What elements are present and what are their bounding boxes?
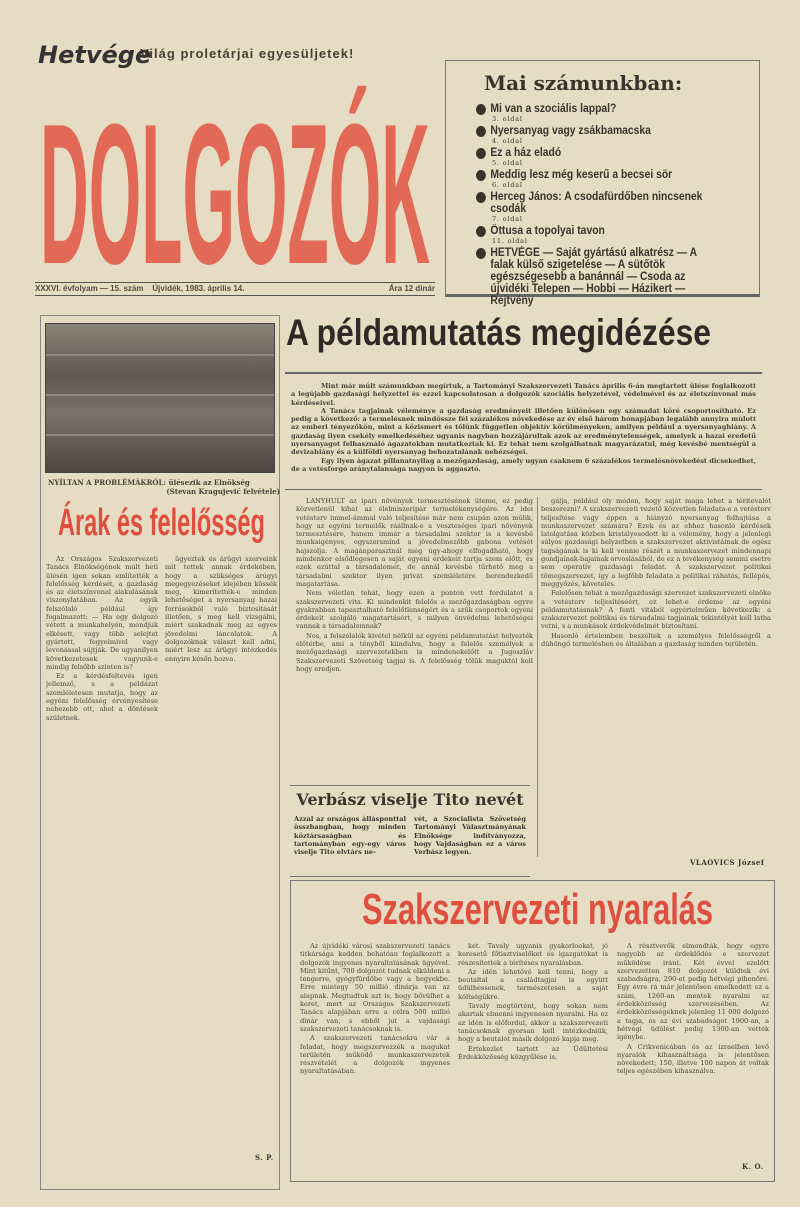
contents-item (476, 169, 720, 181)
issue-info-bar (35, 282, 435, 296)
caption-lead: NYÍLTAN A PROBLÉMÁKRÓL: (48, 478, 167, 487)
contents-item (476, 103, 720, 115)
contents-item-title: Nyersanyag vagy zsákbamacska (490, 125, 651, 137)
paragraph: ügyeztek és árügyi szerveink mit tettek annak érdekében, hogy a szükséges árúgyi megegyezéseket idejében kössék meg, kimerítették-e minden lehetőséget a nyersanyag hazai forrásokból való biztosítását illetően, s meg kell vizsgálni, miért szakadnak meg az egyes jövedelmi láncolatok. A dolgozóknak választ kell adni, miért lesz az árügyi intézkedés ennyire későn hozva. (165, 555, 277, 663)
paragraph: A szakszervezeti tanácsokra vár a feladat, hogy megszervezzék a magukat területén működő munkaszervezetek részvételét a dolgozók ingyenes nyaraltatásában. (300, 1034, 450, 1076)
paragraph: A Crikvenicában és az izraelben levő nyaralók kihasználtsága is jelentősen növekedett; 150, illetve 100 napon át voltak teljes egészében kihasználva. (617, 1042, 769, 1076)
nyaralas-signature: K. O. (742, 1162, 764, 1171)
nyaralas-col-2 (458, 942, 608, 1174)
main-col-2 (541, 497, 771, 852)
paragraph: Nem véletlen tehát, hogy ezen a ponton vett fordulatot a szakszervezeti vita. Ki mindenkit felelős a mezőgazdaságban egyre gyakrabban tapasztalható felelőtlenségért és a szűk csoportok egyéni érdekeit szolgáló magatartásért, s milyen önvédelmi lehetőségei vannak a társadalomnak? (296, 589, 533, 631)
contents-item-title: Öttusa a topolyai tavon (490, 225, 605, 237)
nyaralas-headline: Szakszervezeti nyaralás (362, 885, 714, 934)
contents-item (476, 247, 720, 307)
paragraph: Az újvidéki városi szakszervezeti tanács titkársága kedden behatóan foglalkozott a dolgozók ingyenes nyaraltatásának ügyével. Mint kitűnt, 700 dolgozót tudnak elküldeni a tengerre, gyógyfürdőbe vagy a hegyekbe. Erre mintegy 50 millió dinárja van az alapnak. Megtudtuk azt is, hogy bővülhet a keret, mert az Országos Szakszervezeti Tanács alapjában erre a célra 500 millió dinár van, s ebből jut a vajdasági szakszervezeti tanácsoknak is. (300, 942, 450, 1033)
paragraph: Mint már múlt számunkban megírtuk, a Tartományi Szakszervezeti Tanács április 6-án megtartott ülése foglalkozott a legújabb gazdasági helyzettel és ezzel kapcsolatosan a dolgozók szociális helyzetével, védelmével és az életszínvonal más kérdéseivel. (291, 382, 756, 407)
tito-col-2: vét, a Szocialista Szövetség Tartományi Választmányának Elnöksége indítványozza, hogy Vajdaságban ez a város Verbász legyen. (414, 815, 526, 857)
bullet-icon (476, 248, 486, 259)
contents-item-title: HETVÉGE — Saját gyártású alkatrész — A falak külső szigetelése — A sütőtök egészségesebb a banánnál — Csoda az újvidéki Telepen — Hobbi — Házikert — Rejtvény (490, 247, 697, 307)
tito-box (290, 785, 530, 877)
contents-item-page: 6. oldal (492, 181, 523, 189)
arak-headline: Árak és felelősség (58, 502, 265, 544)
bullet-icon (476, 126, 486, 137)
arak-col-2 (165, 555, 277, 1145)
paragraph: A Tanács tagjainak véleménye a gazdaság eredményeit illetően különösen egy számadat köré csoportosítható. Ez pedig a következő: a termelésnek mindössze fél százalékos növekedése az év első három hónapjában legalább annyira múlott az emberi tényezőkön, mint a közismert és tőlünk független objektív körülményeken, amilyen például a nyersanyaghiány. A gazdaság ilyen csekély emelkedéséhez ugyanis nagyban hozzájárultak azok az eredménytelenségek, amelyek a hazai eredetű nyersanyagot felhasználó ágazatokban mutatkoztak ki. Ez tehát nem szolgálhatnak magyarázatul, még kevésbé mentségül a devizahiány és a külföldi nyersanyag behozatalának nehézségei. (291, 406, 756, 457)
contents-item (476, 191, 720, 215)
contents-item (476, 147, 720, 159)
masthead-title: DOLGOZÓK (40, 83, 430, 273)
contents-box (445, 60, 760, 307)
paragraph: Felelősen tehát a mezőgazdasági szervezet szakszervezeti elnöke a vetésterv teljesítéséért, ez lehet-e érdeme az egyéni példamutatásnak? A fenti vitából egyértelműen következik: a szakszervezet politikai és társadalmi tagjainak tekintélyét kell latba vetni, s a munkások érdekvédelmét biztosítani. (541, 589, 771, 631)
nyaralas-col-1 (300, 942, 450, 1174)
place-date: Újvidék, 1983. április 14. (152, 284, 245, 293)
main-headline: A példamutatás megidézése (286, 312, 712, 353)
contents-item-page: 3. oldal (492, 115, 523, 123)
arak-signature: S. P. (255, 1153, 274, 1162)
contents-heading: Mai számunkban: (484, 71, 683, 95)
paragraph: gálja, például oly módon, hogy saját maga lehet a téritevalót beszerezni? A szakszervezeti vezető közvetlen feladata-e a vetésterv teljesítése vagy éppen a hiányzó nyersanyag felhajtása a munkaszervezet számára? Ezek és az ehhez hasonló kérdések latolgatása közben kristályosodott ki a vélemény, hogy a jelenlegi súlyos gazdasági helyzetben a szakszervezet aktivistáinak de egész tagságának is ki kell vennie részét a munkaszervezet mindennapi gondjainak-bajainak orvoslásából, de ez a tevékenység semmi esetre sem operatív gazdasági feladat. A szakszervezet politikai tömegszervezet, így a legfőbb feladata a politikai ráhatás, fellépés, meggyőzés, követelés. (541, 497, 771, 588)
arak-col-1 (46, 555, 158, 1180)
main-lead (285, 372, 762, 490)
bullet-icon (476, 170, 486, 181)
contents-item-page: 4. oldal (492, 137, 523, 145)
paragraph: Tavaly megtörtént, hogy sokan nem akartak elmenni ingyenesen nyaralni. Ha ez az idén is előfordul, akkor a szakszervezeti tanácsoknak gyorsan kell intézkedniük, hogy a beutalót másik dolgozó kapja meg. (458, 1002, 608, 1044)
caption-text: ülésezik az Elnökség (168, 478, 250, 487)
price: Ára 12 dinár (388, 284, 435, 293)
nyaralas-col-3 (617, 942, 769, 1157)
contents-item (476, 125, 720, 137)
tito-headline: Verbász viselje Tito nevét (296, 790, 524, 809)
meeting-photo (45, 323, 275, 473)
paragraph: LANYHULT az ipari növények termesztésének üteme, ez pedig közvetlenül kihat az élelmiszeripar termelékenységére. Az idei vetésterv immel-ámmal való teljesítése már nem csupán azon múlik, hogy az egyéni termelők ráállnak-e a veszteséges ipari növények termesztésére, hanem immár a társadalmi szektor is a kevésbé munkaigényes, egyszersmind a jövedelmezőbb gabona vetését hajszolja. A magánparasztnál még úgy-ahogy elfogadható, hogy mindenkor elsődlegesen a saját egyéni érdekeit tartja szem előtt, és ezek ezúttal a társadalomét, de annál kevésbé tűrhető meg a társadalmi szektor ilyen privát szemléletére berendezkedő magatartása. (296, 497, 533, 588)
bullet-icon (476, 226, 486, 237)
masthead-logo (40, 78, 435, 273)
paragraph: A résztvevők elmondták, hogy egyre nagyobb az érdeklődés e szervezet működése iránt. Két évvel ezelőtt szervezetten 810 dolgozót küldtek évi szabadságra, 290-et pedig hétvégi pihenőre. Egy évre rá már jelentősen emelkedett ez a szám, 1260-an mentek nyaralni az érdekközösség szervezésében. Az érdekközösségeknek jelenleg 11 000 dolgozó a tagja, és az évi szabadságot 1900-an, a hétvégi üdülést pedig 1300-an vették igénybe. (617, 942, 769, 1042)
contents-item-page: 11. oldal (492, 237, 528, 245)
contents-item-title: Herceg János: A csodafürdőben nincsenek csodák (490, 191, 703, 215)
contents-item-title: Ez a ház eladó (490, 147, 562, 159)
paragraph: ket. Tavaly ugyanis gyakorlookat, jó keresetű főtisztviselőket és igazgatókat is részesítettek a térítéses nyaralásban. (458, 942, 608, 967)
paragraph: Hasonló értelemben beszéltek a személyes felelősségről a dühöngő termelésben és általában a gazdaság minden területén. (541, 631, 771, 649)
masthead-motto: Világ proletárjai egyesüljetek! (140, 46, 355, 61)
main-signature: VLAOVICS József (690, 858, 765, 867)
paragraph: Egy ilyen ágazat pillanatnyilag a mezőgazdaság, amely ugyan csaknem 6 százalékos termelésnövekedést dicsekedhet, de a vetésforgó aránytalansága nagyon is aggasztó. (291, 456, 756, 473)
bullet-icon (476, 104, 486, 115)
contents-item-title: Mi van a szociális lappal? (490, 103, 617, 115)
main-col-1 (296, 497, 533, 782)
contents-item-page: 7. oldal (492, 215, 523, 223)
supplement-logo: Hetvége (38, 41, 152, 69)
photo-caption (48, 478, 280, 496)
paragraph: Nos, a felszólalók kivétel nélkül az egyéni példamutatást helyezték előtérbe, ami a tényből kiindulva, hogy a felelős személyek a mezőgazdasági szervezetekben is mindenekelőtt a Jugoszláv Szakszervezeti Szövetség tagjai is. A felelősség tőlük maguktól kell hogy eredjen. (296, 631, 533, 673)
contents-item-page: 5. oldal (492, 159, 523, 167)
contents-item (476, 225, 720, 237)
paragraph: Értekezlet tartott az Üdültetési Érdekközösség közgyűlése is. (458, 1044, 608, 1061)
bullet-icon (476, 148, 486, 159)
volume: XXXVI. évfolyam — 15. szám (35, 284, 144, 293)
paragraph: Ez a kérdésfeltevés igen jellemző, s a példázat szemléletesen mutatja, hogy az egyéni felelősség érvényesítése nehezebb ott, ahol a döntések születnek. (46, 672, 158, 722)
contents-item-title: Meddig lesz még keserű a becsei sör (490, 169, 673, 181)
paragraph: Az Országos Szakszervezeti Tanács Elnökségének múlt heti ülésén igen sokan említették a felelősség kérdését, a gazdaság és az életszínvonal alakulásának viszonylatában. Az egyik felszólaló például így fogalmazott: — Ha egy dolgozó vétett a munkahelyén, mondjuk elkésett, vagy több selejtet gyártott, fegyelmivel vagy levonással sújtják. De ugyanilyen következetesek vagyunk-e mindig felsőbb szinten is? (46, 555, 158, 671)
bullet-icon (476, 192, 486, 203)
tito-col-1: Azzal az országos állásponttal összhangban, hogy minden köztársaságban és tartományban egy-egy város viselje Tito elvtárs ne- (294, 815, 406, 857)
paragraph: Az idén lehetővé kell tenni, hogy a beutaltal a családtagjai is együtt üdülhessenek, természetesen a saját költségükre. (458, 967, 608, 1001)
photo-credit: (Stevan Kragujević felvétele) (166, 487, 280, 496)
